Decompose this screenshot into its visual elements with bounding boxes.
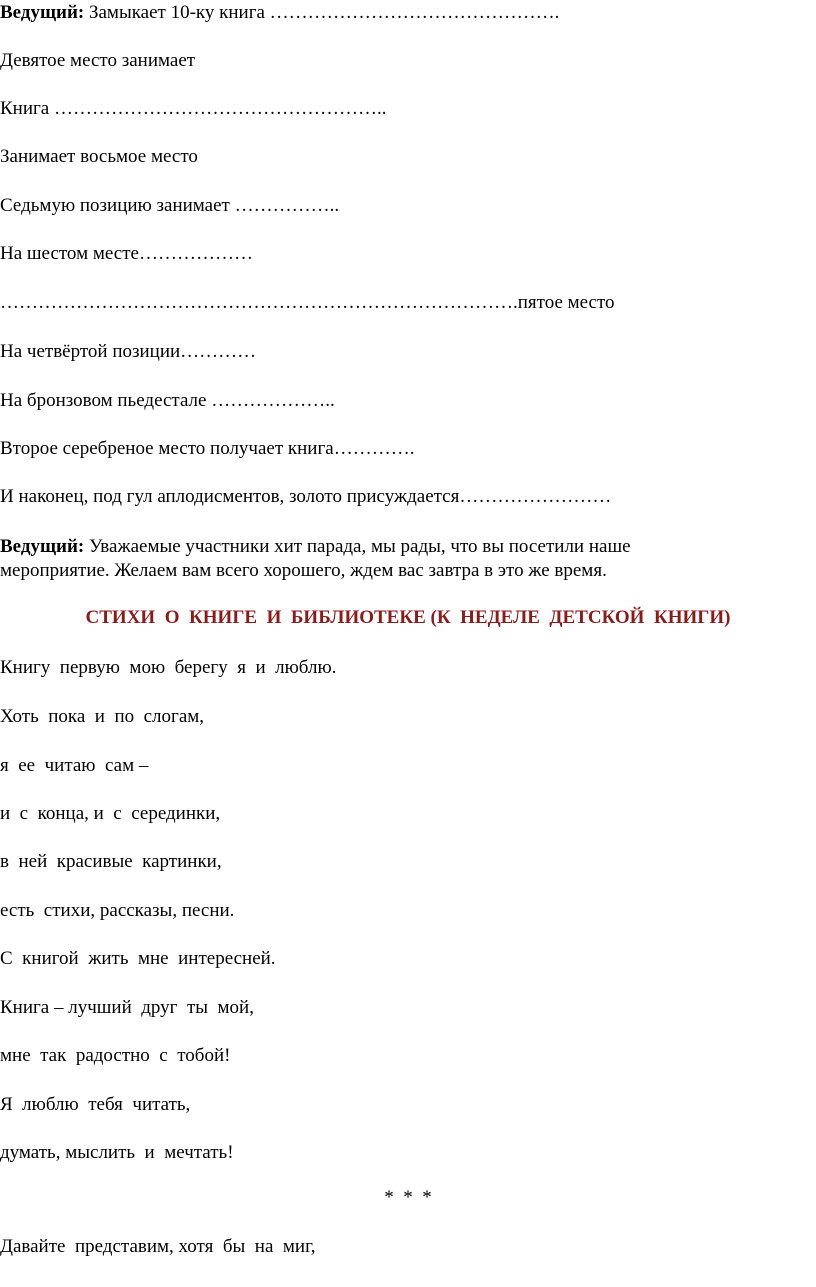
verse-line: в ней красивые картинки, (0, 851, 222, 872)
rank-6-line: На шестом месте……………… (0, 243, 253, 264)
verse-line: есть стихи, рассказы, песни. (0, 900, 235, 921)
host-label: Ведущий: (0, 2, 85, 23)
rank-3-line: На бронзовом пьедестале ……………….. (0, 390, 335, 411)
verse-line: С книгой жить мне интересней. (0, 948, 276, 969)
verse-line: я ее читаю сам – (0, 755, 149, 776)
verse-line: и с конца, и с серединки, (0, 803, 221, 824)
rank-7-line: Седьмую позицию занимает …………….. (0, 195, 340, 216)
rank-2-line: Второе серебреное место получает книга…………. (0, 438, 415, 459)
rank-10-text: Замыкает 10-ку книга ………………………………………. (84, 2, 560, 23)
verse-line: Я люблю тебя читать, (0, 1094, 191, 1115)
closing-text: Уважаемые участники хит парада, мы рады, что вы посетили наше (84, 536, 631, 557)
verse-line: Давайте представим, хотя бы на миг, (0, 1236, 316, 1257)
verse-line: думать, мыслить и мечтать! (0, 1142, 234, 1163)
verse-line: мне так радостно с тобой! (0, 1045, 231, 1066)
verse-line: Хоть пока и по слогам, (0, 706, 205, 727)
host-intro-line (0, 2, 559, 24)
verse-line: Книгу первую мою берегу я и люблю. (0, 657, 337, 678)
rank-5-line: ……………………………………………………………………….пятое место (0, 292, 615, 313)
host-label: Ведущий: (0, 536, 85, 557)
closing-line-2: мероприятие. Желаем вам всего хорошего, ждем вас завтра в это же время. (0, 560, 607, 581)
closing-line-1 (0, 536, 631, 558)
rank-8-line: Занимает восьмое место (0, 146, 198, 167)
rank-9-book-line: Книга …………………………………………….. (0, 98, 387, 119)
section-separator: * * * (384, 1187, 432, 1208)
rank-1-line: И наконец, под гул аплодисментов, золото присуждается…………………… (0, 486, 612, 507)
verse-line: Книга – лучший друг ты мой, (0, 997, 254, 1018)
rank-4-line: На четвёртой позиции………… (0, 341, 257, 362)
rank-9-line: Девятое место занимает (0, 50, 196, 71)
poems-heading: СТИХИ О КНИГЕ И БИБЛИОТЕКЕ (К НЕДЕЛЕ ДЕТСКОЙ КНИГИ) (85, 607, 731, 628)
